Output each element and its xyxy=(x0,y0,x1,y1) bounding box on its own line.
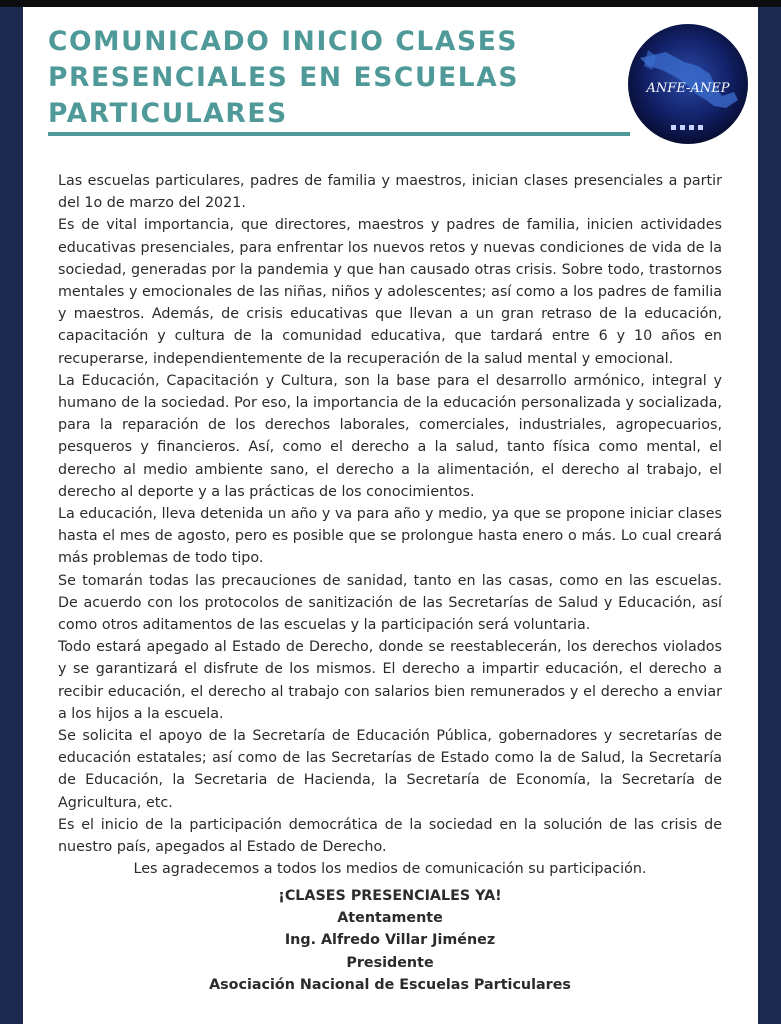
anfe-anep-logo xyxy=(626,22,750,146)
signer-role: Presidente xyxy=(346,954,434,971)
closing: Atentamente xyxy=(337,910,443,927)
paragraph: Las escuelas particulares, padres de familia y maestros, inician clases presenciales a partir del 1o de marzo del 2021. xyxy=(58,173,722,212)
organization-name: Asociación Nacional de Escuelas Particulares xyxy=(209,976,571,993)
paragraph: Es de vital importancia, que directores, maestros y padres de familia, inicien actividades educativas presenciales, para enfrentar los nuevos retos y nuevas condiciones de vida de la sociedad, generadas por la pandemia y que han causado otras crisis. Sobre todo, trastornos mentales y emocionales de las niñas, niños y adolescentes; así como a los padres de familia y maestros. Además, de crisis educativas que llevan a un gran retraso de la educación, capacitación y cultura de la comunidad educativa, que tardará entre 6 y 10 años en recuperarse, independientemente de la recuperación de la salud mental y emocional. xyxy=(58,217,722,367)
signature-block xyxy=(58,885,722,996)
title-underline xyxy=(48,132,630,136)
paragraph: Es el inicio de la participación democrática de la sociedad en la solución de las crisis de nuestro país, apegados al Estado de Derecho. xyxy=(58,816,722,856)
paragraph: La educación, lleva detenida un año y va para año y medio, ya que se propone iniciar clases hasta el mes de agosto, pero es posible que se prolongue hasta enero o más. Lo cual creará más problemas de todo tipo. xyxy=(58,506,722,567)
logo-text: ANFE-ANEP xyxy=(646,81,730,96)
paragraph: Se tomarán todas las precauciones de sanidad, tanto en las casas, como en las escuelas. De acuerdo con los protocolos de sanitización de las Secretarías de Salud y Educación, así como otros aditamentos de las escuelas y la participación será voluntaria. xyxy=(58,572,722,634)
document-title: COMUNICADO INICIO CLASES PRESENCIALES EN ESCUELAS PARTICULARES xyxy=(48,26,520,129)
signer-name: Ing. Alfredo Villar Jiménez xyxy=(284,932,496,949)
document-page xyxy=(23,7,758,1024)
paragraph: Se solicita el apoyo de la Secretaría de Educación Pública, gobernadores y secretarías de educación estatales; así como de las Secretarías de Estado como la de Salud, la Secretaría de Educación, la Secretaria de Hacienda, la Secretaría de Economía, la Secretaría de Agricultura, etc. xyxy=(58,728,722,811)
paragraph: Todo estará apegado al Estado de Derecho, donde se reestablecerán, los derechos violados y se garantizará el disfrute de los mismos. El derecho a impartir educación, el derecho a recibir educación, el derecho al trabajo con salarios bien remunerados y el derecho a enviar a los hijos a la escuela. xyxy=(58,639,722,722)
slogan: ¡CLASES PRESENCIALES YA! xyxy=(278,888,502,904)
thanks-line: Les agradecemos a todos los medios de comunicación su participación. xyxy=(133,861,647,878)
top-dark-strip xyxy=(0,0,781,7)
document-body xyxy=(58,170,722,881)
paragraph: La Educación, Capacitación y Cultura, son la base para el desarrollo armónico, integral y humano de la sociedad. Por eso, la importancia de la educación personalizada y socializada, para la reparación de los derechos laborales, comerciales, industriales, agropecuarios, pesqueros y financieros. Así, como el derecho a la salud, tanto física como mental, el derecho al medio ambiente sano, el derecho a la alimentación, el derecho al trabajo, el derecho al deporte y a las prácticas de los conocimientos. xyxy=(58,372,722,500)
